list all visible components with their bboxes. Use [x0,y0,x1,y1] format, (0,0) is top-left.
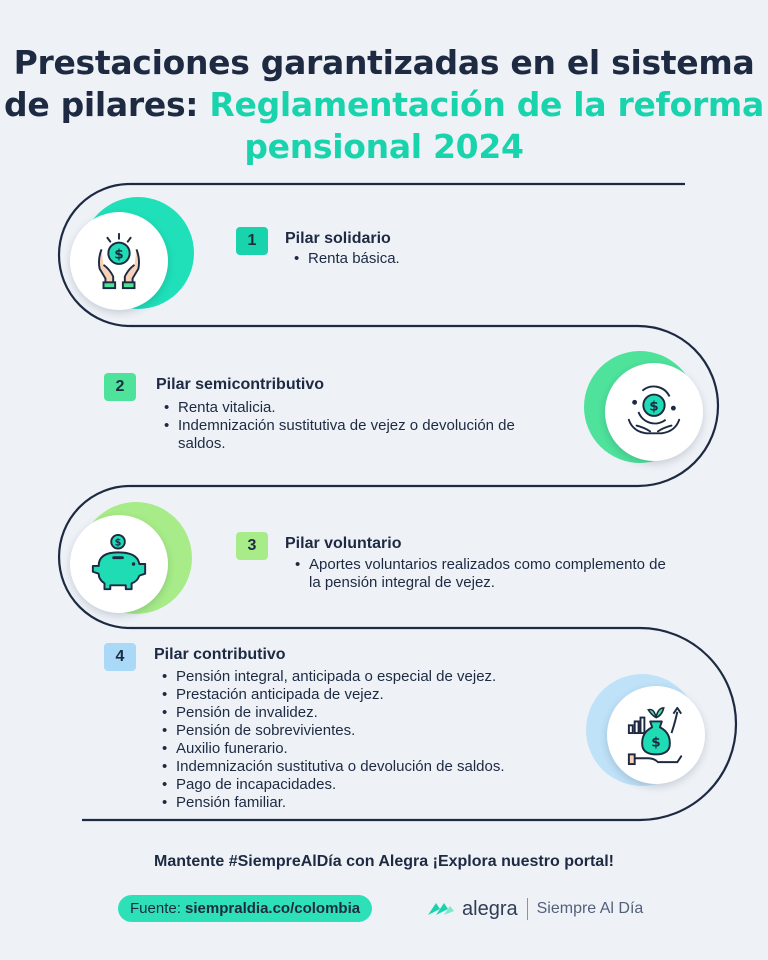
pillar-3-number-badge: 3 [236,532,268,560]
list-item: • Pensión de sobrevivientes. [162,722,572,740]
source-label: Fuente: [130,900,181,917]
list-item: • Indemnización sustitutiva o devolución de saldos. [162,758,572,776]
cta-text: Mantente #SiempreAlDía con Alegra ¡Explora nuestro portal! [154,853,614,870]
title-highlight: Reglamentación de la reforma pensional 2024 [209,85,764,166]
list-item: • Renta vitalicia. [164,399,554,417]
brand-tagline: Siempre Al Día [536,900,644,917]
source-url[interactable]: siempraldia.co/colombia [185,900,361,917]
source-link[interactable] [118,895,372,922]
list-item: • Prestación anticipada de vejez. [162,686,572,704]
pillar-1-number-badge: 1 [236,227,268,255]
list-item: • Pensión integral, anticipada o especial de vejez. [162,668,572,686]
pillar-3-title: Pilar voluntario [285,535,402,552]
pillar-4-title: Pilar contributivo [154,646,286,663]
hands-coin-icon [88,230,150,292]
pillar-2-list [164,399,554,453]
brand-name: alegra [462,897,518,920]
svg-text:$: $ [651,734,661,751]
pillar-3-icon-circle [70,515,168,613]
svg-text:$: $ [649,398,659,415]
list-item: • Renta básica. [294,250,694,268]
brand-separator [527,898,528,920]
money-bag-growth-icon [625,704,687,766]
list-item: • Pensión familiar. [162,794,572,812]
svg-text:$: $ [114,246,124,263]
pillar-1-list [294,250,694,268]
list-item: • Aportes voluntarios realizados como complemento de la pensión integral de vejez. [295,556,675,592]
pillar-1-icon-circle [70,212,168,310]
pillar-2-icon-circle [605,363,703,461]
alegra-logo-icon [426,899,456,919]
list-item: • Indemnización sustitutiva de vejez o devolución de saldos. [164,417,554,453]
hands-cycle-coin-icon [623,381,685,443]
list-item: • Pago de incapacidades. [162,776,572,794]
pillar-4-number-badge: 4 [104,643,136,671]
list-item: • Pensión de invalidez. [162,704,572,722]
piggy-bank-icon [86,533,152,595]
pillar-4-icon-circle [607,686,705,784]
pillar-2-title: Pilar semicontributivo [156,376,325,393]
pillar-2-number-badge: 2 [104,373,136,401]
pillar-3-list [295,556,675,592]
title-main: Prestaciones garantizadas en el sistema de pilares: [4,43,755,124]
pillar-1-title: Pilar solidario [285,230,391,247]
svg-text:$: $ [114,537,122,549]
alegra-brand[interactable] [426,896,643,922]
list-item: • Auxilio funerario. [162,740,572,758]
pillar-4-list [162,668,572,812]
